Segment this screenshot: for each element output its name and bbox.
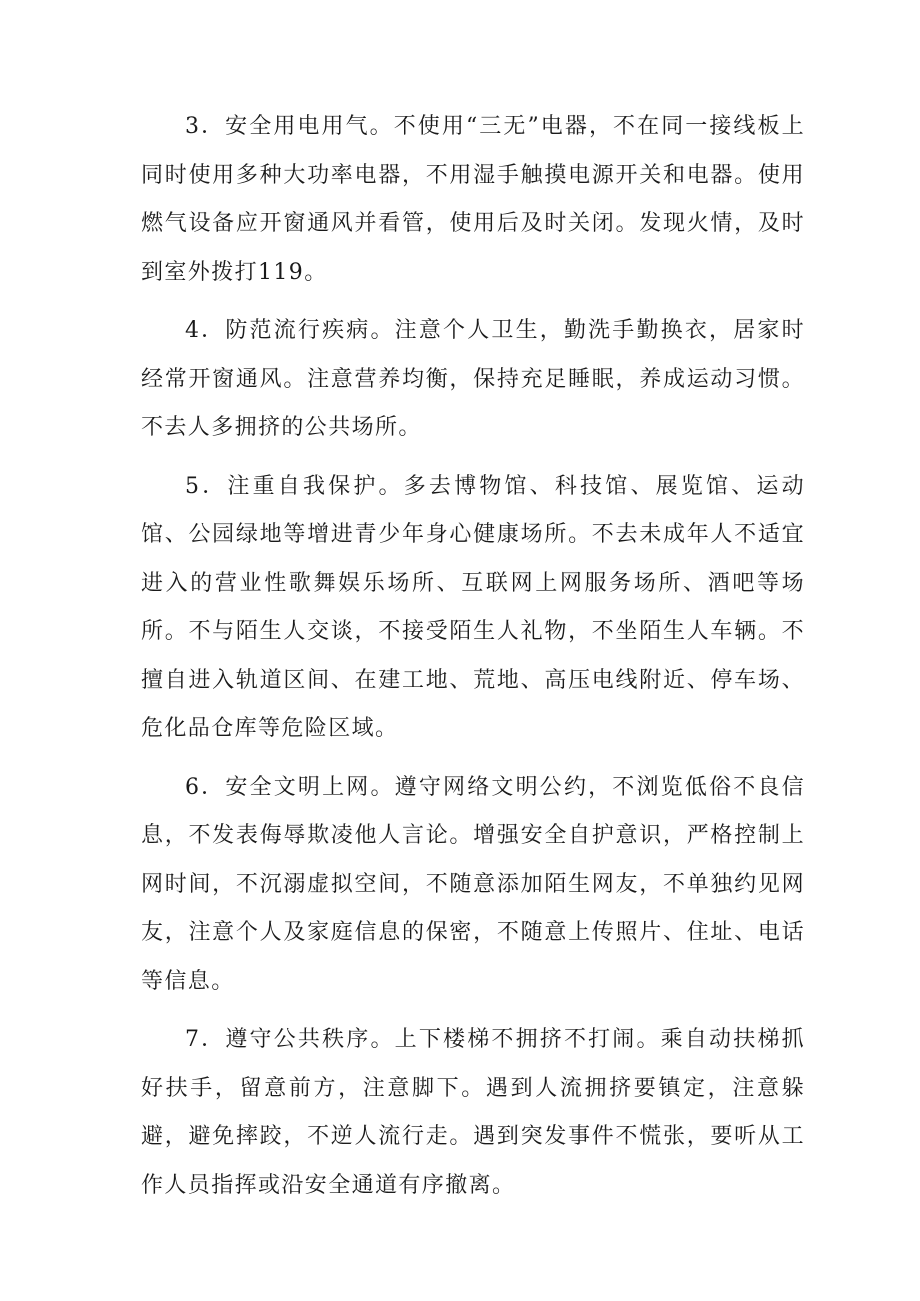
paragraph-internet-safety: 6．安全文明上网。遵守网络文明公约，不浏览低俗不良信息，不发表侮辱欺凌他人言论。增强安全自护意识，严格控制上网时间，不沉溺虚拟空间，不随意添加陌生网友，不单独约见网友，注意个人及家庭信息的保密，不随意上传照片、住址、电话等信息。 (141, 774, 805, 994)
paragraph-electric-gas-safety: 3．安全用电用气。不使用“三无”电器，不在同一接线板上同时使用多种大功率电器，不用湿手触摸电源开关和电器。使用燃气设备应开窗通风并看管，使用后及时关闭。发现火情，及时到室外拨打119。 (141, 114, 805, 285)
paragraph-public-order: 7．遵守公共秩序。上下楼梯不拥挤不打闹。乘自动扶梯抓好扶手，留意前方，注意脚下。遇到人流拥挤要镇定，注意躲避，避免摔跤，不逆人流行走。遇到突发事件不慌张，要听从工作人员指挥或沿安全通道有序撤离。 (141, 1027, 805, 1198)
paragraph-self-protection: 5．注重自我保护。多去博物馆、科技馆、展览馆、运动馆、公园绿地等增进青少年身心健康场所。不去未成年人不适宜进入的营业性歌舞娱乐场所、互联网上网服务场所、酒吧等场所。不与陌生人交谈，不接受陌生人礼物，不坐陌生人车辆。不擅自进入轨道区间、在建工地、荒地、高压电线附近、停车场、危化品仓库等危险区域。 (141, 473, 805, 741)
document-body (141, 103, 805, 1220)
paragraph-disease-prevention: 4．防范流行疾病。注意个人卫生，勤洗手勤换衣，居家时经常开窗通风。注意营养均衡，保持充足睡眠，养成运动习惯。不去人多拥挤的公共场所。 (141, 318, 805, 440)
